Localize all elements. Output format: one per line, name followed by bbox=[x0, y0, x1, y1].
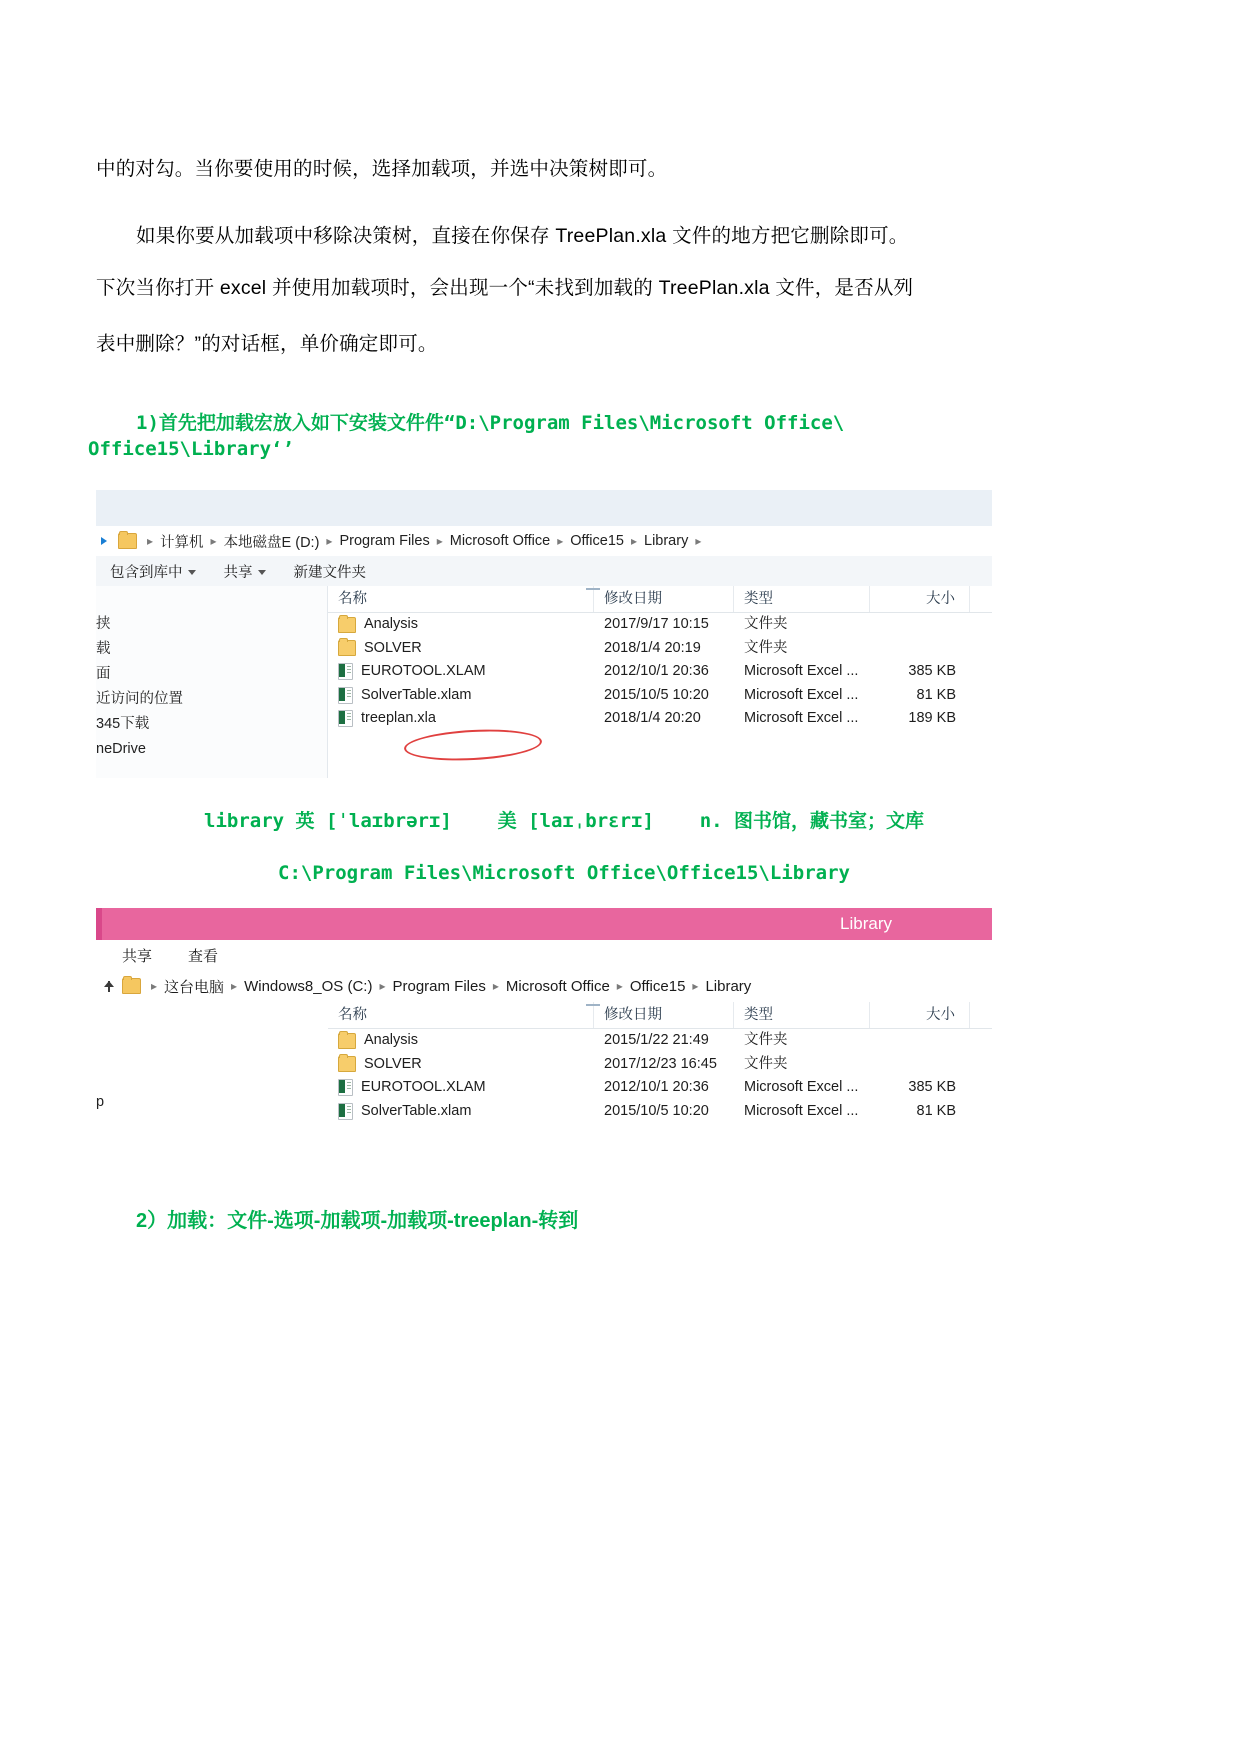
explorer1-toolbar bbox=[96, 556, 992, 587]
dictionary-part-of-speech: n. bbox=[699, 810, 723, 832]
file-name-label: EUROTOOL.XLAM bbox=[361, 663, 486, 679]
excel-icon bbox=[338, 663, 353, 680]
breadcrumb-item[interactable]: 本地磁盘E (D:) bbox=[223, 534, 320, 551]
table-row[interactable] bbox=[328, 1076, 992, 1100]
column-header-size[interactable]: 大小 bbox=[870, 1002, 970, 1028]
explorer2-column-headers bbox=[328, 1002, 992, 1029]
file-date-cell: 2018/1/4 20:20 bbox=[604, 710, 701, 726]
file-name-label: EUROTOOL.XLAM bbox=[361, 1079, 486, 1095]
sort-indicator-icon bbox=[586, 588, 600, 594]
back-arrow-icon[interactable] bbox=[98, 533, 114, 549]
file-date-cell: 2012/10/1 20:36 bbox=[604, 663, 709, 679]
toolbar-new-folder-label: 新建文件夹 bbox=[293, 564, 366, 581]
explorer2-ribbon-tabs bbox=[96, 940, 992, 971]
explorer1-navigation-pane bbox=[96, 586, 328, 778]
folder-icon bbox=[118, 533, 137, 549]
table-row[interactable] bbox=[328, 637, 992, 661]
breadcrumb-separator: ▸ bbox=[492, 979, 499, 993]
column-header-name[interactable]: 名称 bbox=[328, 586, 594, 612]
dictionary-word: library bbox=[204, 810, 285, 832]
file-name-label: SOLVER bbox=[364, 639, 422, 656]
toolbar-share-label: 共享 bbox=[223, 564, 253, 581]
breadcrumb-separator: ▸ bbox=[210, 534, 217, 548]
file-type-cell: Microsoft Excel ... bbox=[744, 710, 859, 726]
column-header-date[interactable]: 修改日期 bbox=[594, 586, 734, 612]
file-type-cell: 文件夹 bbox=[744, 616, 788, 632]
breadcrumb-item[interactable]: Microsoft Office bbox=[449, 533, 551, 549]
file-date-cell: 2018/1/4 20:19 bbox=[604, 639, 701, 656]
explorer2-address-bar[interactable] bbox=[96, 970, 992, 1003]
column-header-name[interactable]: 名称 bbox=[328, 1002, 594, 1028]
nav-item[interactable]: 345下载 bbox=[96, 716, 150, 732]
dictionary-us-label: 美 bbox=[497, 810, 517, 832]
file-type-cell: 文件夹 bbox=[744, 1055, 788, 1072]
table-row[interactable] bbox=[328, 660, 992, 684]
file-name-cell bbox=[328, 1053, 594, 1077]
nav-item[interactable]: 面 bbox=[96, 666, 111, 682]
library-path-line: C:\Program Files\Microsoft Office\Office15\Library bbox=[278, 862, 850, 884]
breadcrumb-item[interactable]: Office15 bbox=[570, 533, 624, 549]
explorer-window-1 bbox=[96, 490, 992, 778]
file-name-cell bbox=[328, 684, 594, 708]
explorer1-body bbox=[96, 586, 992, 778]
file-date-cell: 2012/10/1 20:36 bbox=[604, 1079, 709, 1095]
file-date-cell: 2015/10/5 10:20 bbox=[604, 1102, 709, 1119]
heading-install-path-line1: 1)首先把加载宏放入如下安装文件件“D:\Program Files\Microsoft Office\ bbox=[136, 412, 845, 434]
column-header-size[interactable]: 大小 bbox=[870, 586, 970, 612]
breadcrumb-separator: ▸ bbox=[695, 534, 702, 548]
heading-load-steps: 2）加载：文件-选项-加载项-加载项-treeplan-转到 bbox=[136, 1210, 579, 1232]
tab-view[interactable]: 查看 bbox=[188, 947, 219, 965]
file-name-cell bbox=[328, 707, 594, 731]
file-name-cell bbox=[328, 1076, 594, 1100]
nav-item[interactable]: 挟 bbox=[96, 616, 111, 632]
file-size-cell: 385 KB bbox=[908, 1079, 956, 1095]
nav-item[interactable]: 近访问的位置 bbox=[96, 691, 183, 707]
dictionary-us-phonetic: [laɪˌbrɛrɪ] bbox=[528, 810, 654, 832]
breadcrumb-item[interactable]: Windows8_OS (C:) bbox=[244, 977, 373, 995]
file-name-label: SOLVER bbox=[364, 1055, 422, 1072]
nav-item[interactable]: p bbox=[96, 1094, 105, 1110]
file-name-cell bbox=[328, 1100, 594, 1124]
file-name-cell bbox=[328, 660, 594, 684]
breadcrumb-separator: ▸ bbox=[692, 979, 699, 993]
folder-icon bbox=[338, 617, 356, 633]
file-name-cell bbox=[328, 637, 594, 661]
explorer2-navigation-pane bbox=[96, 1002, 328, 1140]
file-size-cell bbox=[870, 637, 970, 661]
chevron-down-icon[interactable] bbox=[258, 570, 266, 575]
breadcrumb-item[interactable]: Library bbox=[705, 977, 752, 995]
file-size-cell bbox=[870, 613, 970, 637]
file-size-cell: 81 KB bbox=[916, 686, 956, 703]
excel-icon bbox=[338, 1103, 353, 1120]
file-name-label: SolverTable.xlam bbox=[361, 686, 472, 703]
file-type-cell: Microsoft Excel ... bbox=[744, 663, 859, 679]
toolbar-new-folder[interactable] bbox=[280, 561, 381, 582]
breadcrumb-item[interactable]: Program Files bbox=[339, 533, 430, 549]
file-size-cell: 385 KB bbox=[908, 663, 956, 679]
file-name-label: treeplan.xla bbox=[361, 710, 436, 726]
table-row[interactable] bbox=[328, 1053, 992, 1077]
chevron-down-icon[interactable] bbox=[188, 570, 196, 575]
file-name-label: Analysis bbox=[364, 616, 418, 632]
toolbar-include-in-library[interactable] bbox=[96, 561, 210, 582]
table-row[interactable] bbox=[328, 1100, 992, 1124]
nav-item[interactable]: neDrive bbox=[96, 741, 146, 757]
nav-item[interactable]: 载 bbox=[96, 641, 111, 657]
breadcrumb-item[interactable]: Program Files bbox=[392, 977, 486, 995]
file-type-cell: 文件夹 bbox=[744, 639, 788, 656]
table-row[interactable] bbox=[328, 613, 992, 637]
breadcrumb-separator: ▸ bbox=[151, 979, 158, 993]
file-type-cell: Microsoft Excel ... bbox=[744, 1079, 859, 1095]
window-title: Library bbox=[840, 914, 892, 933]
column-header-type[interactable]: 类型 bbox=[734, 586, 870, 612]
breadcrumb-item[interactable]: Office15 bbox=[629, 977, 686, 995]
file-name-label: SolverTable.xlam bbox=[361, 1102, 472, 1119]
file-size-cell bbox=[870, 1053, 970, 1077]
table-row[interactable] bbox=[328, 1029, 992, 1053]
breadcrumb-separator: ▸ bbox=[231, 979, 238, 993]
breadcrumb-item[interactable]: 计算机 bbox=[160, 534, 204, 551]
folder-icon bbox=[338, 1033, 356, 1049]
explorer1-address-bar[interactable] bbox=[96, 526, 992, 557]
paragraph-4: 表中删除？”的对话框，单价确定即可。 bbox=[96, 333, 438, 355]
explorer2-body bbox=[96, 1002, 992, 1140]
excel-icon bbox=[338, 710, 353, 727]
folder-icon bbox=[122, 978, 141, 994]
explorer2-titlebar bbox=[96, 908, 992, 940]
breadcrumb-item[interactable]: Microsoft Office bbox=[505, 977, 610, 995]
table-row[interactable] bbox=[328, 684, 992, 708]
file-name-label: Analysis bbox=[364, 1032, 418, 1048]
tab-share[interactable]: 共享 bbox=[122, 947, 153, 965]
excel-icon bbox=[338, 1079, 353, 1096]
file-size-cell: 81 KB bbox=[916, 1102, 956, 1119]
dictionary-uk-phonetic: [ˈlaɪbrərɪ] bbox=[326, 810, 452, 832]
explorer1-column-headers bbox=[328, 586, 992, 613]
breadcrumb-item[interactable]: 这台电脑 bbox=[164, 978, 225, 996]
file-date-cell: 2017/9/17 10:15 bbox=[604, 616, 709, 632]
breadcrumb-separator: ▸ bbox=[147, 534, 154, 548]
excel-icon bbox=[338, 687, 353, 704]
explorer1-titlebar bbox=[96, 490, 992, 526]
file-type-cell: 文件夹 bbox=[744, 1032, 788, 1048]
dictionary-uk-label: 英 bbox=[295, 810, 315, 832]
file-name-cell bbox=[328, 1029, 594, 1053]
paragraph-1: 中的对勾。当你要使用的时候，选择加载项，并选中决策树即可。 bbox=[96, 158, 668, 180]
breadcrumb-separator: ▸ bbox=[379, 979, 386, 993]
file-type-cell: Microsoft Excel ... bbox=[744, 1102, 859, 1119]
file-size-cell bbox=[870, 1029, 970, 1053]
breadcrumb-separator: ▸ bbox=[557, 534, 564, 548]
heading-install-path-line2: Office15\Library‘’ bbox=[88, 438, 294, 460]
table-row[interactable] bbox=[328, 707, 992, 731]
file-date-cell: 2015/1/22 21:49 bbox=[604, 1032, 709, 1048]
toolbar-share[interactable] bbox=[210, 561, 280, 582]
toolbar-include-in-library-label: 包含到库中 bbox=[110, 564, 183, 581]
up-arrow-icon[interactable] bbox=[100, 977, 118, 995]
file-size-cell: 189 KB bbox=[908, 710, 956, 726]
explorer-window-2 bbox=[96, 908, 992, 1140]
column-header-date[interactable]: 修改日期 bbox=[594, 1002, 734, 1028]
file-date-cell: 2015/10/5 10:20 bbox=[604, 686, 709, 703]
titlebar-accent bbox=[96, 908, 102, 940]
dictionary-line bbox=[204, 806, 924, 833]
folder-icon bbox=[338, 1056, 356, 1072]
sort-indicator-icon bbox=[586, 1004, 600, 1010]
dictionary-meaning: 图书馆，藏书室；文库 bbox=[734, 810, 925, 832]
file-name-cell bbox=[328, 613, 594, 637]
file-date-cell: 2017/12/23 16:45 bbox=[604, 1055, 717, 1072]
paragraph-2: 如果你要从加载项中移除决策树，直接在你保存 TreePlan.xla 文件的地方把它删除即可。 bbox=[136, 225, 909, 247]
breadcrumb-separator: ▸ bbox=[616, 979, 623, 993]
paragraph-3: 下次当你打开 excel 并使用加载项时，会出现一个“未找到加载的 TreePlan.xla 文件，是否从列 bbox=[96, 277, 914, 299]
breadcrumb-separator: ▸ bbox=[436, 534, 443, 548]
breadcrumb-separator: ▸ bbox=[630, 534, 637, 548]
breadcrumb-separator: ▸ bbox=[326, 534, 333, 548]
file-type-cell: Microsoft Excel ... bbox=[744, 686, 859, 703]
breadcrumb-item[interactable]: Library bbox=[644, 533, 689, 549]
explorer2-file-list bbox=[328, 1002, 992, 1140]
folder-icon bbox=[338, 640, 356, 656]
column-header-type[interactable]: 类型 bbox=[734, 1002, 870, 1028]
explorer1-file-list bbox=[328, 586, 992, 724]
